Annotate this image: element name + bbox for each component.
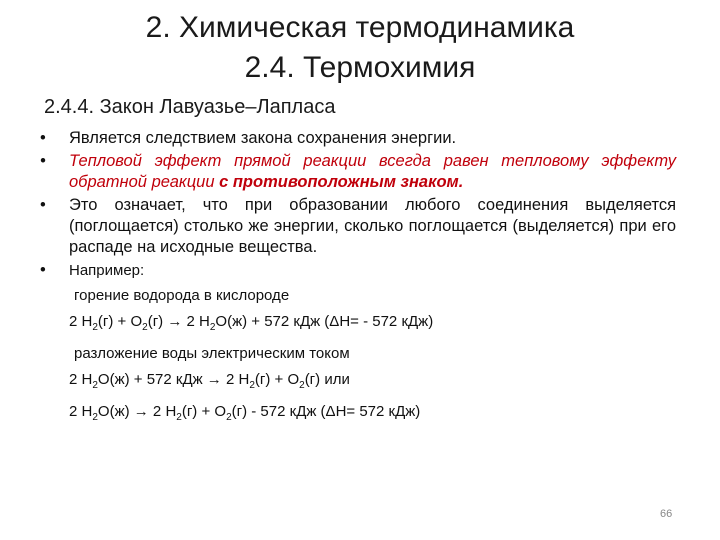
bullet-marker: • (40, 129, 46, 147)
example-caption: разложение воды электрическим током (74, 345, 350, 362)
bullet-text: Тепловой эффект прямой реакции всегда равен тепловому эффекту обратной реакции с противоположным знаком. (69, 152, 676, 191)
bullet-text: Является следствием закона сохранения энергии. (69, 129, 457, 147)
title-line-1: 2. Химическая термодинамика (145, 11, 575, 44)
slide-title (0, 8, 720, 88)
bullet-text: Это означает, что при образовании любого соединения выделяется (поглощается) столько же энергии, сколько поглощается (выделяется) при его распаде на исходные вещества. (69, 196, 676, 256)
page-number: 66 (660, 508, 673, 520)
bullet-text: Например: (69, 262, 145, 279)
title-line-2: 2.4. Термохимия (244, 51, 476, 84)
bullet-item (40, 128, 676, 149)
bullet-list (40, 128, 676, 431)
bullet-marker: • (40, 152, 46, 170)
equation-2: 2 $H_2O(ж) + 572$ кДж → 2 $H_2(г) + O_2(г)$ или (69, 371, 350, 391)
bullet-marker: • (40, 196, 46, 214)
equation-3: 2 $H_2O(ж) \to 2$ $H_2(г) + O_2(г) - 572$ кДж (ΔH= 572 кДж) (69, 403, 421, 423)
equation-1: 2 $H_2(г) + O_2(г) \to 2$ $H_2O(ж) + 572$ кДж (ΔH= - 572 кДж) (69, 313, 434, 333)
example-caption: горение водорода в кислороде (74, 287, 290, 304)
bullet-item (40, 260, 676, 281)
section-heading: 2.4.4. Закон Лавуазье–Лапласа (44, 96, 336, 118)
bullet-item-highlight (40, 151, 676, 193)
bullet-item (40, 195, 676, 258)
bullet-marker: • (40, 261, 46, 279)
examples-block (40, 283, 676, 431)
